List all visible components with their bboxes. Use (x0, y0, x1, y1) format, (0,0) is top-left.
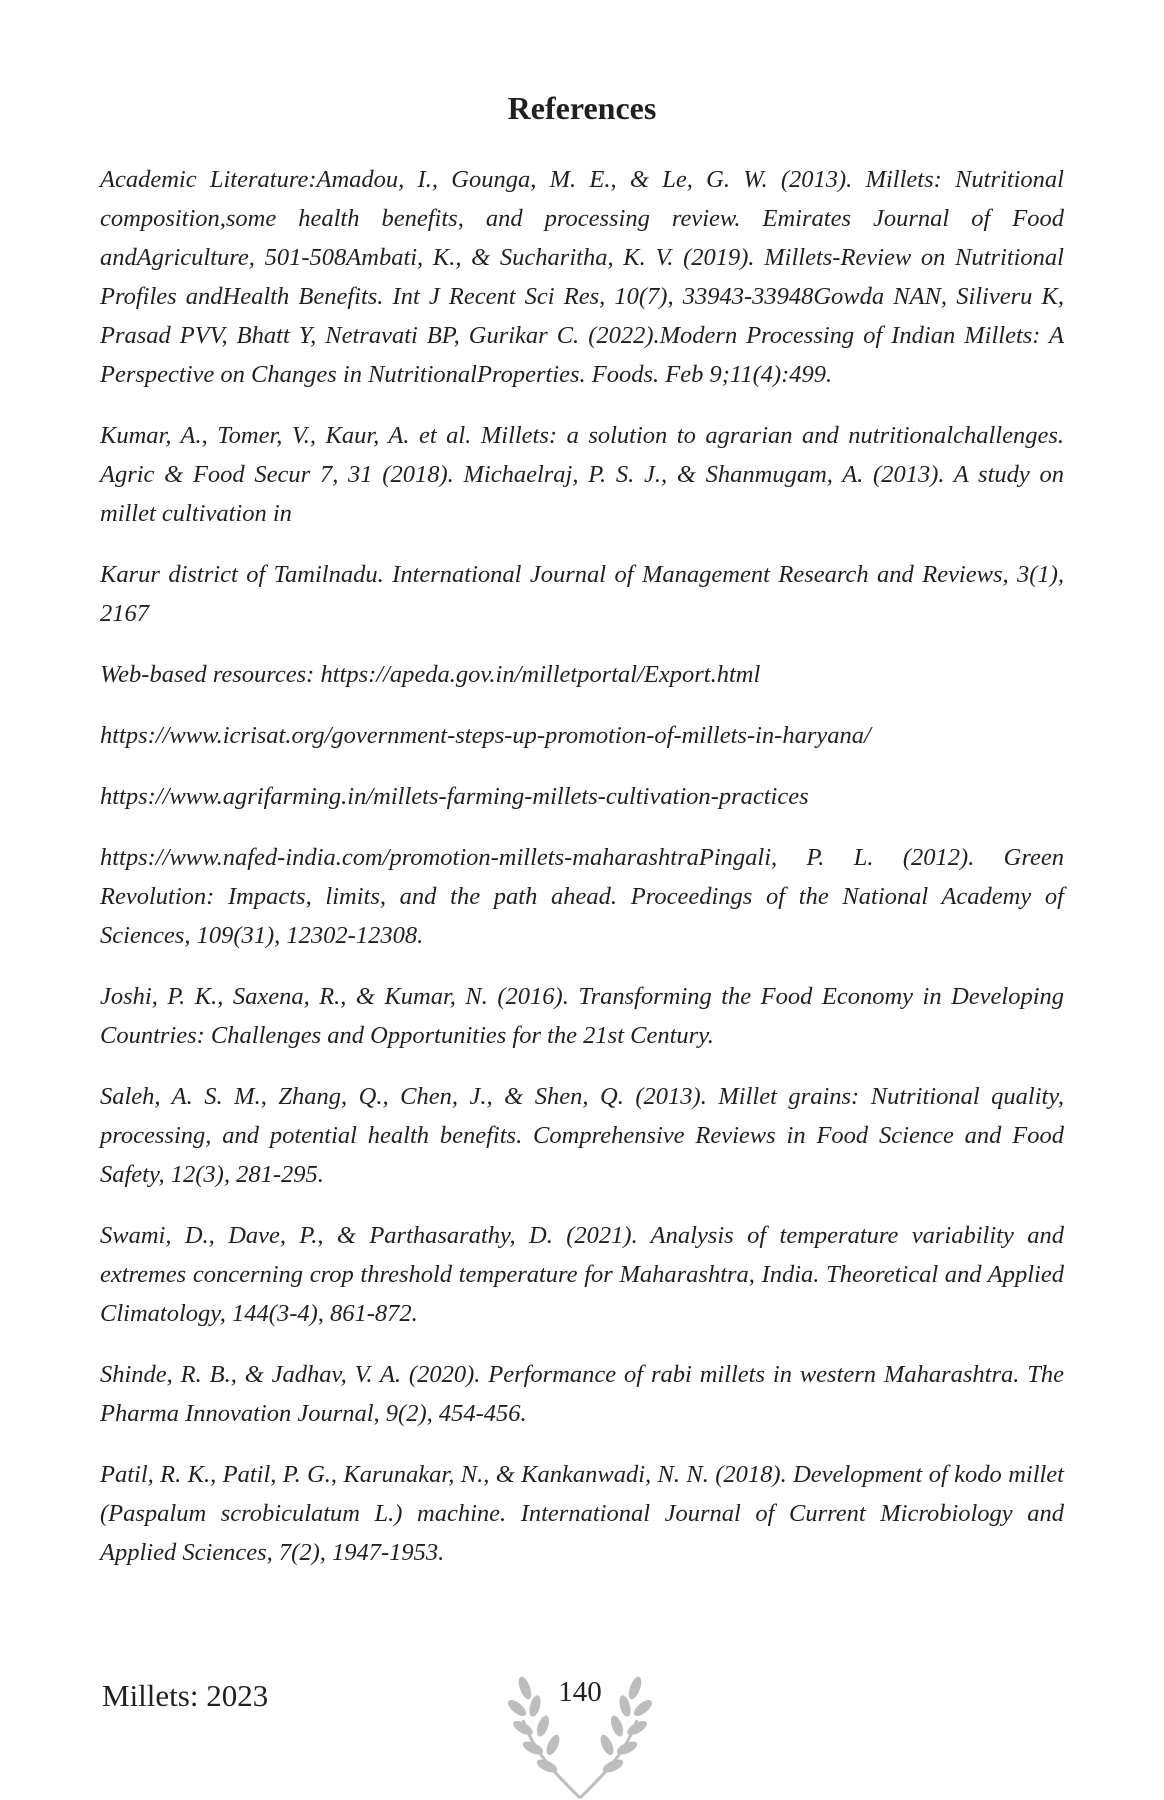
reference-entry: https://www.agrifarming.in/millets-farming-millets-cultivation-practices (100, 783, 809, 810)
reference-entry: https://www.icrisat.org/government-steps-up-promotion-of-millets-in-haryana/ (100, 722, 871, 749)
footer-book-title: Millets: 2023 (102, 1678, 269, 1713)
reference-entry: Karur district of Tamilnadu. International Journal of Management Research and Reviews, 3(1), 2167 (100, 561, 1064, 627)
reference-entry: Swami, D., Dave, P., & Parthasarathy, D. (2021). Analysis of temperature variability and extremes concerning crop threshold temperature for Maharashtra, India. Theoretical and Applied Climatology, 144(3-4), 861-872. (100, 1222, 1064, 1327)
reference-entry: Shinde, R. B., & Jadhav, V. A. (2020). Performance of rabi millets in western Maharashtra. The Pharma Innovation Journal, 9(2), 454-456. (100, 1361, 1064, 1427)
references-list (100, 160, 1064, 1594)
page-title: References (507, 90, 657, 126)
page-number: 140 (558, 1676, 602, 1708)
reference-entry: https://www.nafed-india.com/promotion-millets-maharashtraPingali, P. L. (2012). Green Revolution: Impacts, limits, and the path ahead. Proceedings of the National Academy of Sciences, 109(31), 12302-12308. (100, 844, 1064, 949)
reference-entry: Patil, R. K., Patil, P. G., Karunakar, N., & Kankanwadi, N. N. (2018). Development of kodo millet (Paspalum scrobiculatum L.) machine. International Journal of Current Microbiology and Applied Sciences, 7(2), 1947-1953. (100, 1461, 1064, 1566)
reference-entry: Academic Literature:Amadou, I., Gounga, M. E., & Le, G. W. (2013). Millets: Nutritional composition,some health benefits, and processing review. Emirates Journal of Food andAgriculture, 501-508Ambati, K., & Sucharitha, K. V. (2019). Millets-Review on Nutritional Profiles andHealth Benefits. Int J Recent Sci Res, 10(7), 33943-33948Gowda NAN, Siliveru K, Prasad PVV, Bhatt Y, Netravati BP, Gurikar C. (2022).Modern Processing of Indian Millets: A Perspective on Changes in NutritionalProperties. Foods. Feb 9;11(4):499. (100, 166, 1064, 388)
reference-entry: Joshi, P. K., Saxena, R., & Kumar, N. (2016). Transforming the Food Economy in Developing Countries: Challenges and Opportunities for the 21st Century. (100, 983, 1064, 1049)
reference-entry: Web-based resources: https://apeda.gov.in/milletportal/Export.html (100, 661, 761, 688)
reference-entry: Kumar, A., Tomer, V., Kaur, A. et al. Millets: a solution to agrarian and nutritionalchallenges. Agric & Food Secur 7, 31 (2018). Michaelraj, P. S. J., & Shanmugam, A. (2013). A study on millet cultivation in (100, 422, 1064, 527)
reference-entry: Saleh, A. S. M., Zhang, Q., Chen, J., & Shen, Q. (2013). Millet grains: Nutritional quality, processing, and potential health benefits. Comprehensive Reviews in Food Science and Food Safety, 12(3), 281-295. (100, 1083, 1064, 1188)
